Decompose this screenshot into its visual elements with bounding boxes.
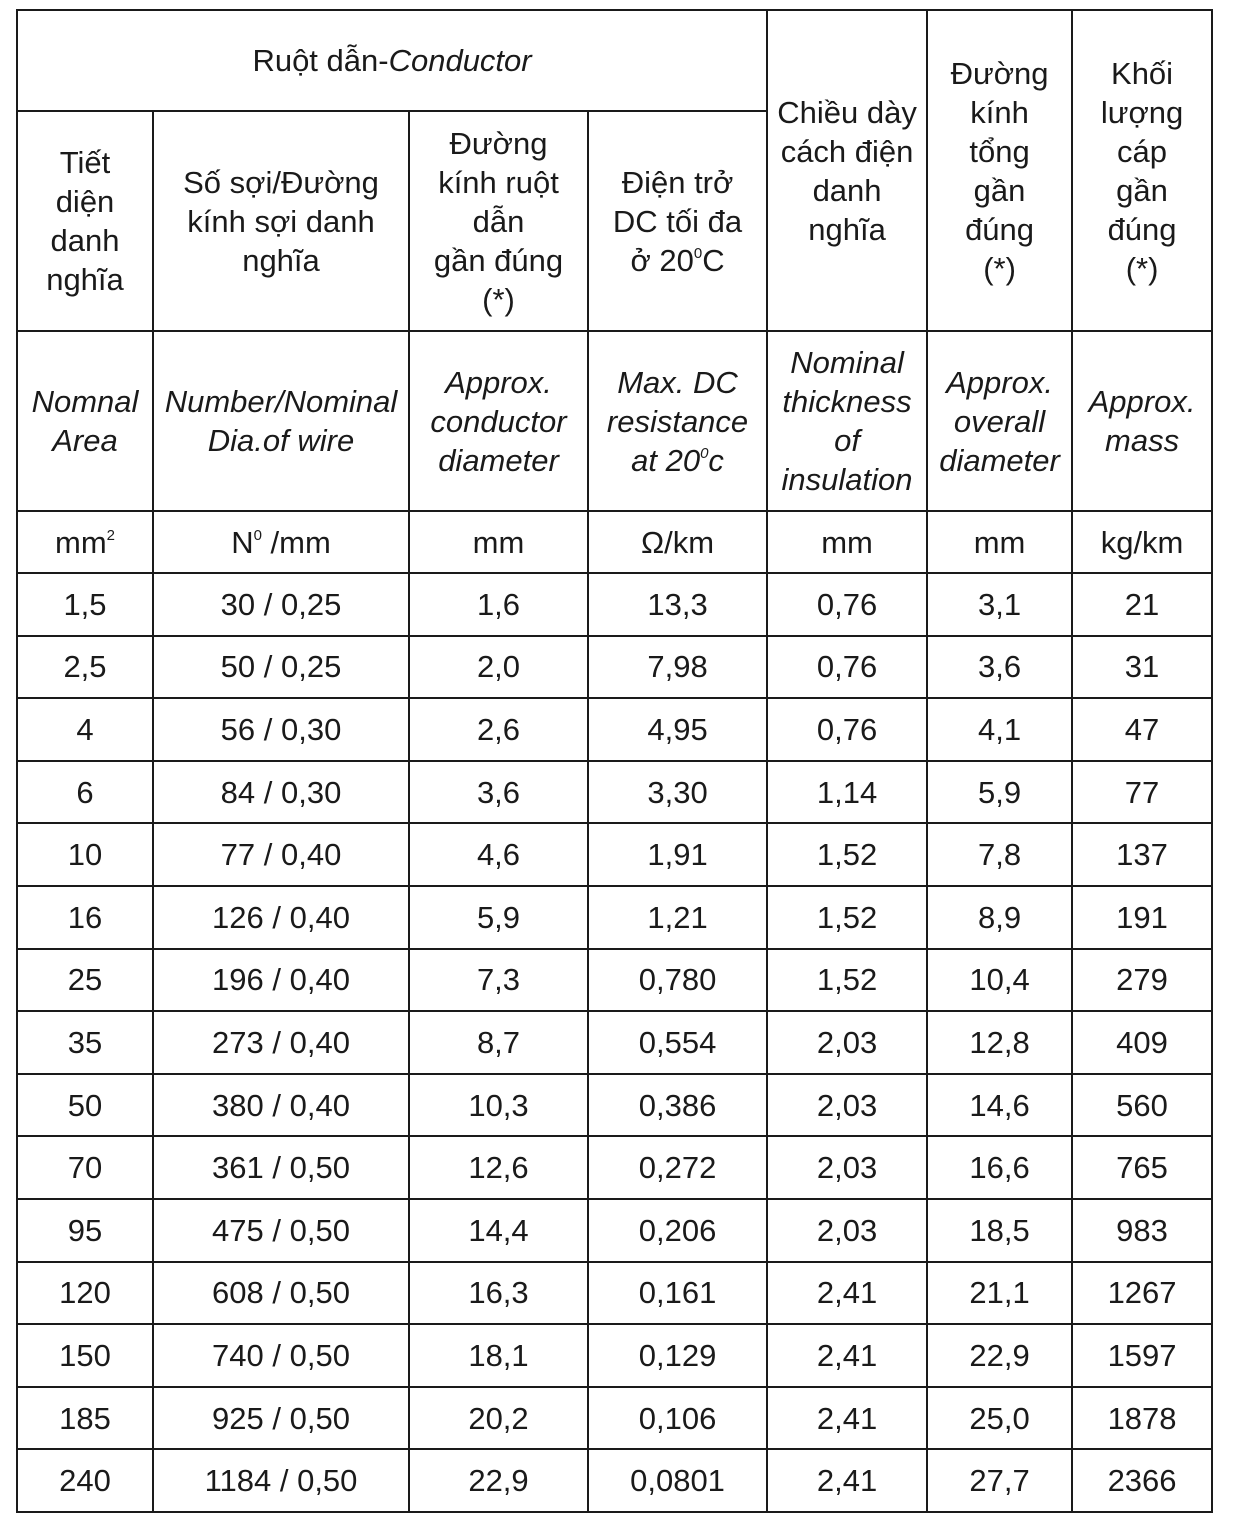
table-cell-col-1: 608 / 0,50 [153, 1262, 409, 1325]
table-cell-col-4: 0,76 [767, 573, 927, 636]
unit-col-1-text [154, 523, 408, 562]
unit-col-6-text-base: kg/km [1100, 524, 1184, 560]
header-en-col-4-line-2: of [834, 423, 860, 458]
table-cell-col-6: 21 [1072, 573, 1212, 636]
header-en-col-3-temp-line-superscript: 0 [700, 444, 709, 462]
table-cell-col-2: 14,4 [409, 1199, 588, 1262]
header-vi-col-1-line-2: nghĩa [242, 242, 320, 278]
table-cell-col-5: 4,1 [927, 698, 1072, 761]
header-vi-col-4 [767, 10, 927, 331]
table-cell-col-1: 925 / 0,50 [153, 1387, 409, 1450]
table-row [17, 1074, 1212, 1137]
unit-col-4-text [768, 523, 926, 562]
header-vi-col-6-line-5: (*) [1125, 250, 1159, 286]
header-en-col-3 [588, 331, 767, 511]
header-row-units [17, 511, 1212, 573]
table-row [17, 886, 1212, 949]
table-cell-col-3: 7,98 [588, 636, 767, 699]
table-cell-col-1: 84 / 0,30 [153, 761, 409, 824]
table-cell-col-5: 8,9 [927, 886, 1072, 949]
header-vi-col-5-line-1: kính [970, 94, 1029, 130]
header-vi-col-1-line-0: Số sợi/Đường [183, 164, 379, 200]
table-cell-col-1: 740 / 0,50 [153, 1324, 409, 1387]
table-cell-col-4: 2,41 [767, 1387, 927, 1450]
table-cell-col-2: 7,3 [409, 949, 588, 1012]
header-vi-col-3-temp-line [589, 241, 766, 280]
table-cell-col-2: 2,0 [409, 636, 588, 699]
header-vi-col-3-line-0: Điện trở [621, 164, 734, 200]
table-cell-col-2: 4,6 [409, 823, 588, 886]
table-cell-col-5: 12,8 [927, 1011, 1072, 1074]
conductor-group-label-en: Conductor [388, 43, 532, 78]
table-row [17, 1199, 1212, 1262]
unit-col-0 [17, 511, 153, 573]
header-vi-col-3-temp-line-superscript: 0 [693, 244, 703, 262]
table-cell-col-3: 0,0801 [588, 1449, 767, 1512]
table-cell-col-2: 22,9 [409, 1449, 588, 1512]
table-row [17, 1387, 1212, 1450]
unit-col-6-text [1073, 523, 1211, 562]
table-cell-col-4: 1,52 [767, 886, 927, 949]
table-cell-col-1: 30 / 0,25 [153, 573, 409, 636]
header-en-col-4 [767, 331, 927, 511]
table-cell-col-4: 2,03 [767, 1074, 927, 1137]
table-cell-col-0: 4 [17, 698, 153, 761]
table-cell-col-1: 50 / 0,25 [153, 636, 409, 699]
unit-col-1 [153, 511, 409, 573]
header-vi-col-0-line-1: diện [55, 184, 115, 219]
unit-col-4-text-base: mm [821, 524, 873, 560]
table-cell-col-6: 2366 [1072, 1449, 1212, 1512]
table-cell-col-6: 1878 [1072, 1387, 1212, 1450]
table-cell-col-0: 35 [17, 1011, 153, 1074]
table-cell-col-3: 0,206 [588, 1199, 767, 1262]
header-en-col-4-line-0: Nominal [790, 345, 904, 380]
header-vi-col-6-line-4: đúng [1107, 211, 1177, 247]
header-en-col-5-line-2: diameter [939, 442, 1060, 478]
table-cell-col-0: 120 [17, 1262, 153, 1325]
header-vi-col-5-line-5: (*) [983, 250, 1016, 286]
table-cell-col-0: 50 [17, 1074, 153, 1137]
conductor-group-label-vi: Ruột dẫn- [252, 43, 389, 78]
header-vi-col-6-line-2: cáp [1117, 133, 1168, 169]
table-cell-col-4: 1,52 [767, 949, 927, 1012]
table-cell-col-0: 70 [17, 1136, 153, 1199]
table-cell-col-5: 10,4 [927, 949, 1072, 1012]
table-cell-col-5: 5,9 [927, 761, 1072, 824]
header-row-group [17, 10, 1212, 111]
table-cell-col-1: 56 / 0,30 [153, 698, 409, 761]
table-cell-col-1: 1184 / 0,50 [153, 1449, 409, 1512]
unit-col-2-text-base: mm [472, 524, 525, 560]
table-cell-col-5: 7,8 [927, 823, 1072, 886]
table-cell-col-2: 16,3 [409, 1262, 588, 1325]
header-vi-col-2-line-1: kính ruột [438, 164, 559, 200]
table-cell-col-6: 77 [1072, 761, 1212, 824]
table-cell-col-1: 273 / 0,40 [153, 1011, 409, 1074]
header-en-col-3-temp-line-base: at 20 [631, 442, 701, 478]
table-cell-col-2: 12,6 [409, 1136, 588, 1199]
table-cell-col-3: 1,91 [588, 823, 767, 886]
table-cell-col-6: 137 [1072, 823, 1212, 886]
cable-spec-table [16, 9, 1213, 1513]
table-cell-col-0: 240 [17, 1449, 153, 1512]
unit-col-0-text-base: mm [55, 524, 107, 560]
table-cell-col-0: 10 [17, 823, 153, 886]
header-en-col-2-line-0: Approx. [445, 364, 552, 400]
header-vi-col-3-temp-line-base: ở 20 [630, 242, 694, 278]
header-vi-col-1-line-1: kính sợi danh [187, 203, 375, 239]
table-cell-col-4: 2,03 [767, 1136, 927, 1199]
table-row [17, 636, 1212, 699]
table-cell-col-4: 0,76 [767, 698, 927, 761]
header-en-col-0 [17, 331, 153, 511]
table-cell-col-4: 2,03 [767, 1011, 927, 1074]
unit-col-1-text-base: N [231, 524, 254, 560]
table-row [17, 1262, 1212, 1325]
header-vi-col-2-line-2: dẫn [472, 203, 525, 239]
table-cell-col-3: 0,106 [588, 1387, 767, 1450]
unit-col-5 [927, 511, 1072, 573]
table-cell-col-3: 0,780 [588, 949, 767, 1012]
header-vi-col-2-line-3: gần đúng [433, 242, 564, 278]
header-vi-col-2 [409, 111, 588, 331]
table-cell-col-4: 1,52 [767, 823, 927, 886]
unit-col-6 [1072, 511, 1212, 573]
table-cell-col-1: 380 / 0,40 [153, 1074, 409, 1137]
table-row [17, 823, 1212, 886]
header-vi-col-0-line-2: danh [50, 223, 120, 258]
table-cell-col-6: 191 [1072, 886, 1212, 949]
table-cell-col-6: 1267 [1072, 1262, 1212, 1325]
header-vi-col-5-line-4: đúng [965, 211, 1035, 247]
unit-col-2-text [410, 523, 587, 562]
table-row [17, 1324, 1212, 1387]
header-vi-col-5-line-3: gần [973, 172, 1026, 208]
header-vi-col-6-line-0: Khối [1111, 55, 1174, 91]
table-cell-col-0: 1,5 [17, 573, 153, 636]
table-cell-col-2: 10,3 [409, 1074, 588, 1137]
table-cell-col-5: 22,9 [927, 1324, 1072, 1387]
table-cell-col-6: 47 [1072, 698, 1212, 761]
header-en-col-6 [1072, 331, 1212, 511]
header-en-col-0-line-0: Nomnal [31, 384, 139, 419]
table-cell-col-5: 25,0 [927, 1387, 1072, 1450]
header-en-col-2-line-2: diameter [438, 442, 559, 478]
table-cell-col-0: 2,5 [17, 636, 153, 699]
unit-col-3-text [589, 523, 766, 562]
table-cell-col-6: 409 [1072, 1011, 1212, 1074]
header-en-col-5-line-0: Approx. [946, 364, 1053, 400]
header-vi-col-2-line-0: Đường [449, 125, 548, 161]
header-en-col-1-line-0: Number/Nominal [164, 384, 398, 419]
header-vi-col-6-line-3: gần [1116, 172, 1168, 208]
table-cell-col-2: 20,2 [409, 1387, 588, 1450]
header-en-col-3-line-0: Max. DC [617, 364, 738, 400]
table-row [17, 761, 1212, 824]
table-cell-col-3: 0,554 [588, 1011, 767, 1074]
table-cell-col-6: 279 [1072, 949, 1212, 1012]
conductor-group-header [17, 10, 767, 111]
table-cell-col-2: 18,1 [409, 1324, 588, 1387]
table-cell-col-3: 13,3 [588, 573, 767, 636]
table-cell-col-6: 765 [1072, 1136, 1212, 1199]
header-vi-col-4-line-2: danh [812, 172, 882, 208]
header-en-col-5-line-1: overall [953, 403, 1046, 439]
table-row [17, 573, 1212, 636]
table-cell-col-0: 6 [17, 761, 153, 824]
table-cell-col-3: 0,386 [588, 1074, 767, 1137]
table-cell-col-6: 560 [1072, 1074, 1212, 1137]
header-vi-col-6 [1072, 10, 1212, 331]
table-row [17, 1136, 1212, 1199]
table-cell-col-1: 77 / 0,40 [153, 823, 409, 886]
header-en-col-6-line-1: mass [1105, 423, 1180, 458]
table-cell-col-5: 18,5 [927, 1199, 1072, 1262]
table-cell-col-0: 16 [17, 886, 153, 949]
table-cell-col-6: 31 [1072, 636, 1212, 699]
header-vi-col-1 [153, 111, 409, 331]
table-cell-col-4: 2,03 [767, 1199, 927, 1262]
header-vi-col-3-line-1: DC tối đa [612, 203, 743, 239]
table-row [17, 949, 1212, 1012]
header-vi-col-4-line-3: nghĩa [808, 211, 886, 247]
header-en-col-4-line-3: insulation [781, 462, 913, 497]
table-cell-col-1: 126 / 0,40 [153, 886, 409, 949]
header-vi-col-0-line-0: Tiết [59, 145, 111, 180]
table-cell-col-6: 983 [1072, 1199, 1212, 1262]
header-vi-col-4-line-1: cách điện [780, 133, 914, 169]
table-cell-col-0: 25 [17, 949, 153, 1012]
header-en-col-6-line-0: Approx. [1088, 384, 1196, 419]
unit-col-0-text [18, 523, 152, 562]
table-cell-col-5: 16,6 [927, 1136, 1072, 1199]
unit-col-2 [409, 511, 588, 573]
header-en-col-4-line-1: thickness [782, 384, 912, 419]
table-cell-col-3: 0,129 [588, 1324, 767, 1387]
table-cell-col-2: 5,9 [409, 886, 588, 949]
header-vi-col-4-line-0: Chiều dày [777, 94, 917, 130]
table-cell-col-0: 150 [17, 1324, 153, 1387]
table-cell-col-5: 21,1 [927, 1262, 1072, 1325]
header-en-col-3-temp-line-tail: c [708, 442, 724, 478]
table-row [17, 698, 1212, 761]
table-cell-col-0: 95 [17, 1199, 153, 1262]
table-cell-col-2: 1,6 [409, 573, 588, 636]
header-en-col-0-line-1: Area [52, 423, 118, 458]
table-cell-col-2: 8,7 [409, 1011, 588, 1074]
header-en-col-2 [409, 331, 588, 511]
unit-col-5-text-base: mm [973, 524, 1026, 560]
header-en-col-3-temp-line [589, 441, 766, 480]
unit-col-3-text-base: Ω/km [640, 524, 715, 560]
table-cell-col-2: 2,6 [409, 698, 588, 761]
table-row [17, 1011, 1212, 1074]
header-vi-col-2-line-4: (*) [482, 281, 515, 317]
header-en-col-1-line-1: Dia.of wire [207, 423, 355, 458]
unit-col-4 [767, 511, 927, 573]
unit-col-0-text-superscript: 2 [106, 526, 115, 544]
header-vi-col-0-line-3: nghĩa [46, 262, 124, 297]
header-vi-col-6-line-1: lượng [1100, 94, 1184, 130]
unit-col-5-text [928, 523, 1071, 562]
table-cell-col-4: 2,41 [767, 1262, 927, 1325]
table-cell-col-6: 1597 [1072, 1324, 1212, 1387]
table-cell-col-0: 185 [17, 1387, 153, 1450]
table-cell-col-4: 2,41 [767, 1324, 927, 1387]
header-vi-col-5 [927, 10, 1072, 331]
table-cell-col-3: 3,30 [588, 761, 767, 824]
header-vi-col-0 [17, 111, 153, 331]
unit-col-3 [588, 511, 767, 573]
table-cell-col-5: 27,7 [927, 1449, 1072, 1512]
header-vi-col-5-line-2: tổng [969, 133, 1030, 169]
table-cell-col-5: 3,1 [927, 573, 1072, 636]
table-cell-col-1: 475 / 0,50 [153, 1199, 409, 1262]
table-cell-col-4: 0,76 [767, 636, 927, 699]
table-cell-col-3: 4,95 [588, 698, 767, 761]
table-cell-col-1: 361 / 0,50 [153, 1136, 409, 1199]
header-en-col-1 [153, 331, 409, 511]
header-en-col-2-line-1: conductor [430, 403, 567, 439]
table-cell-col-2: 3,6 [409, 761, 588, 824]
header-en-col-3-line-1: resistance [606, 403, 749, 439]
table-row [17, 1449, 1212, 1512]
table-cell-col-1: 196 / 0,40 [153, 949, 409, 1012]
header-vi-col-5-line-0: Đường [950, 55, 1049, 91]
header-row-en [17, 331, 1212, 511]
table-cell-col-3: 0,161 [588, 1262, 767, 1325]
unit-col-1-text-tail: /mm [261, 524, 331, 560]
header-en-col-5 [927, 331, 1072, 511]
unit-col-1-text-superscript: 0 [253, 526, 262, 544]
table-cell-col-5: 3,6 [927, 636, 1072, 699]
table-cell-col-5: 14,6 [927, 1074, 1072, 1137]
table-cell-col-4: 1,14 [767, 761, 927, 824]
table-cell-col-3: 0,272 [588, 1136, 767, 1199]
header-vi-col-3 [588, 111, 767, 331]
table-cell-col-3: 1,21 [588, 886, 767, 949]
header-vi-col-3-temp-line-tail: C [702, 242, 725, 278]
table-cell-col-4: 2,41 [767, 1449, 927, 1512]
